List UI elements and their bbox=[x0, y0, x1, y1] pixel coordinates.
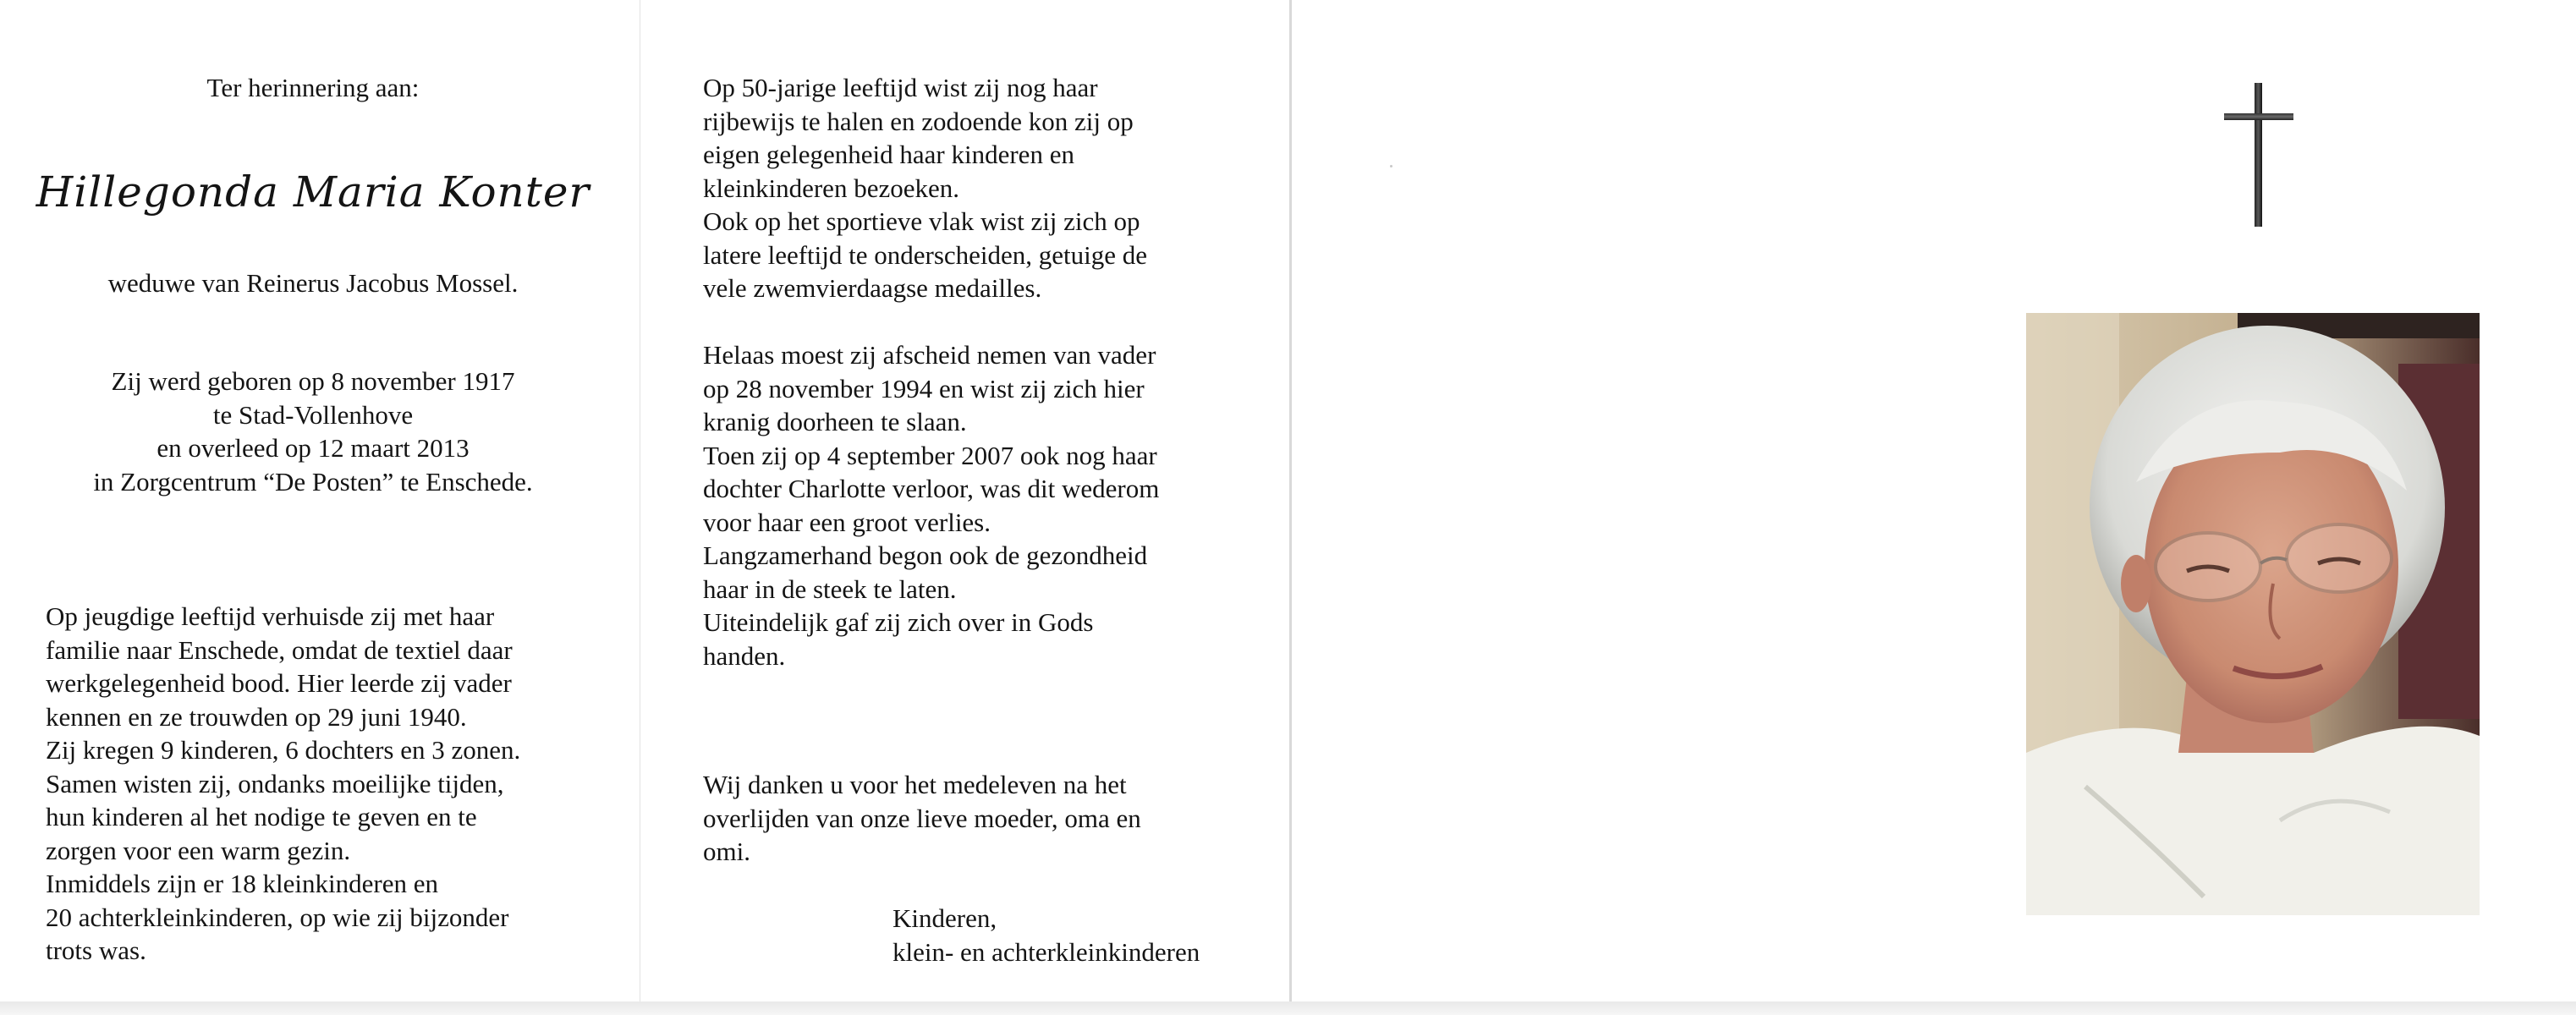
paper-speck bbox=[1390, 165, 1392, 167]
paragraph-life: Op 50-jarige leeftijd wist zij nog haar rijbewijs te halen en zodoende kon zij op eigen gelegenheid haar kinderen en kleinkinderen bezoeken. Ook op het sportieve vlak wist zij zich op latere leeftijd te onderscheiden, getuige de vele zwemvierdaagse medailles. bbox=[703, 73, 1148, 303]
thanks-text: Wij danken u voor het medeleven na het overlijden van onze lieve moeder, oma en omi. bbox=[703, 770, 1141, 866]
signature: Kinderen, klein- en achterkleinkinderen bbox=[893, 903, 1200, 967]
panel-middle bbox=[641, 0, 1292, 1001]
intro-text: Ter herinnering aan: bbox=[206, 73, 420, 102]
cross-horizontal-bar bbox=[2224, 113, 2293, 120]
portrait-illustration bbox=[2026, 313, 2480, 915]
birth-death-info: Zij werd geboren op 8 november 1917 te Stad-Vollenhove en overleed op 12 maart 2013 in Zorgcentrum “De Posten” te Enschede. bbox=[93, 366, 533, 497]
paragraph-loss: Helaas moest zij afscheid nemen van vader op 28 november 1994 en wist zij zich hier kranig doorheen te slaan. Toen zij op 4 september 2007 ook nog haar dochter Charlotte verloor, was dit wederom voor haar een groot verlies. Langzamerhand begon ook de gezondheid haar in de steek te laten. Uiteindelijk gaf zij zich over in Gods handen. bbox=[703, 340, 1160, 671]
widow-line: weduwe van Reinerus Jacobus Mossel. bbox=[107, 268, 519, 298]
deceased-name: Hillegonda Maria Konter bbox=[36, 167, 590, 217]
biography-text: Op jeugdige leeftijd verhuisde zij met haar familie naar Enschede, omdat de textiel daar werkgelegenheid bood. Hier leerde zij vader kennen en ze trouwden op 29 juni 1940. Zij kregen 9 kinderen, 6 dochters en 3 zonen. Samen wisten zij, ondanks moeilijke tijden, hun kinderen al het nodige te geven en te zorgen voor een warm gezin. Inmiddels zijn er 18 kleinkinderen en 20 achterkleinkinderen, op wie zij bijzonder trots was. bbox=[46, 601, 521, 965]
panel-left bbox=[0, 0, 640, 1001]
cross-vertical-bar bbox=[2255, 83, 2262, 227]
cross-icon bbox=[2221, 83, 2297, 231]
card-bottom-edge bbox=[0, 1001, 2576, 1015]
portrait-photo bbox=[2026, 313, 2480, 915]
